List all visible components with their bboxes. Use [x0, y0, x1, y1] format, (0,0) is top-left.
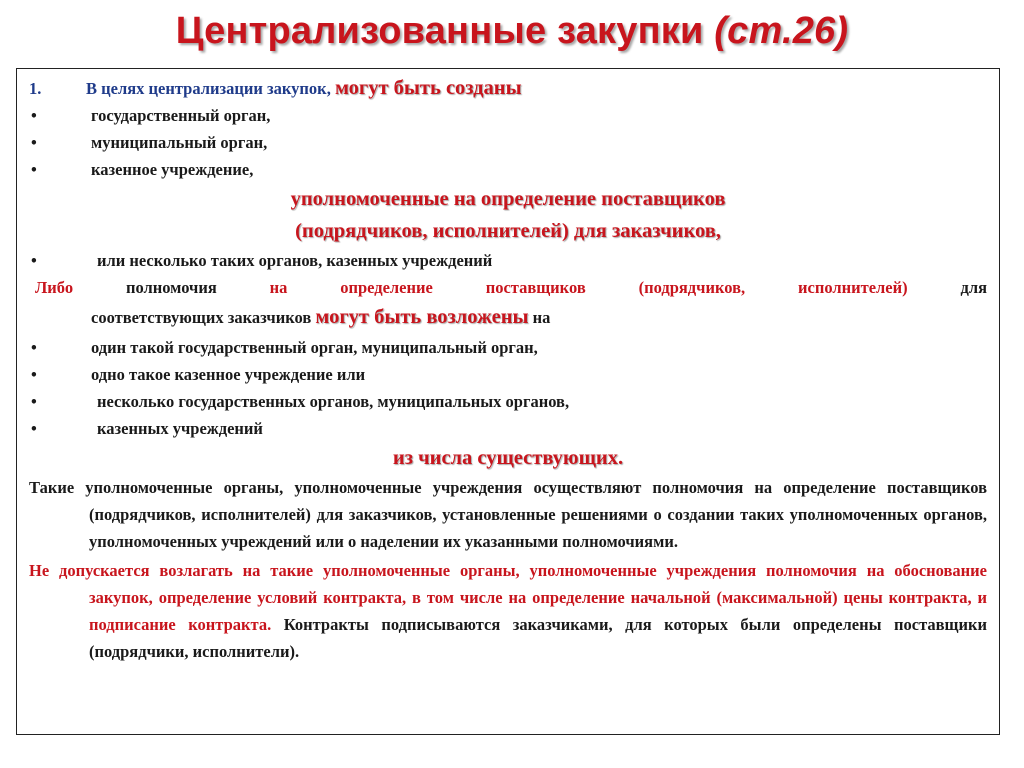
- list-item-text: несколько государственных органов, муниципальных органов,: [97, 392, 570, 411]
- bullet-icon: •: [31, 106, 37, 125]
- list-item: [29, 129, 987, 156]
- item-comma: ,: [326, 79, 331, 98]
- either-emphasis: могут быть возложены: [315, 306, 529, 328]
- item-number: 1.: [29, 79, 42, 98]
- bullet-icon: •: [31, 419, 37, 438]
- list-item: [29, 247, 987, 274]
- bullet-icon: •: [31, 365, 37, 384]
- bullet-icon: •: [31, 392, 37, 411]
- item-lead: В целях централизации закупок: [86, 79, 327, 98]
- list-item: [29, 388, 987, 415]
- either-word: Либо: [35, 278, 74, 297]
- list-item-text: одно такое казенное учреждение или: [91, 365, 366, 384]
- bullet-icon: •: [31, 160, 37, 179]
- either-word: на: [269, 278, 288, 297]
- either-line-2: [29, 301, 987, 334]
- list-item-text: муниципальный орган,: [91, 133, 268, 152]
- page-title: [0, 10, 1024, 53]
- either-word: поставщиков: [485, 278, 586, 297]
- prohibited-red: Не допускается возлагать на такие уполномоченные органы, уполномоченные учреждения полномочия на обоснование закупок, определение условий контракта, в том числе на определение начальной (максимальной) цены контракта, и подписание контракта.: [29, 561, 987, 634]
- either-word: для: [960, 278, 988, 297]
- either-word: (подрядчиков,: [638, 278, 746, 297]
- list-item: [29, 102, 987, 129]
- list-item: [29, 361, 987, 388]
- item-1: [29, 75, 987, 102]
- list-item-text: казенных учреждений: [97, 419, 263, 438]
- list-item: [29, 156, 987, 183]
- list-item-text: государственный орган,: [91, 106, 271, 125]
- either-word: исполнителей): [797, 278, 908, 297]
- list-item-text: казенное учреждение,: [91, 160, 254, 179]
- authorized-line-2: (подрядчиков, исполнителей) для заказчиков,: [295, 220, 721, 242]
- list-item: [29, 334, 987, 361]
- authorized-line-1: уполномоченные на определение поставщиков: [290, 188, 726, 210]
- either-line-1: [29, 274, 987, 301]
- from-existing: из числа существующих.: [392, 447, 624, 469]
- list-item-text: или несколько таких органов, казенных учреждений: [97, 251, 493, 270]
- either-line2-end: на: [532, 308, 551, 327]
- title-main: Централизованные закупки: [175, 10, 704, 52]
- either-word: определение: [340, 278, 433, 297]
- list-item-text: один такой государственный орган, муниципальный орган,: [91, 338, 538, 357]
- bullet-icon: •: [31, 251, 37, 270]
- prohibited-dark: Контракты подписываются заказчиками, для которых были определены поставщики (подрядчики, исполнители).: [89, 615, 987, 661]
- either-line2-start: соответствующих заказчиков: [91, 308, 312, 327]
- paragraph-prohibited: [29, 557, 987, 665]
- either-word: полномочия: [125, 278, 217, 297]
- list-item: [29, 415, 987, 442]
- item-emphasis: могут быть созданы: [334, 77, 522, 99]
- bullet-icon: •: [31, 133, 37, 152]
- paragraph-powers: Такие уполномоченные органы, уполномоченные учреждения осуществляют полномочия на определение поставщиков (подрядчиков, исполнителей) для заказчиков, установленные решениями о создании таких уполномоченных органов, уполномоченных учреждений или о наделении их указанными полномочиями.: [29, 478, 987, 551]
- bullet-icon: •: [31, 338, 37, 357]
- content-box: [16, 68, 1000, 735]
- title-article: (ст.26): [714, 10, 849, 52]
